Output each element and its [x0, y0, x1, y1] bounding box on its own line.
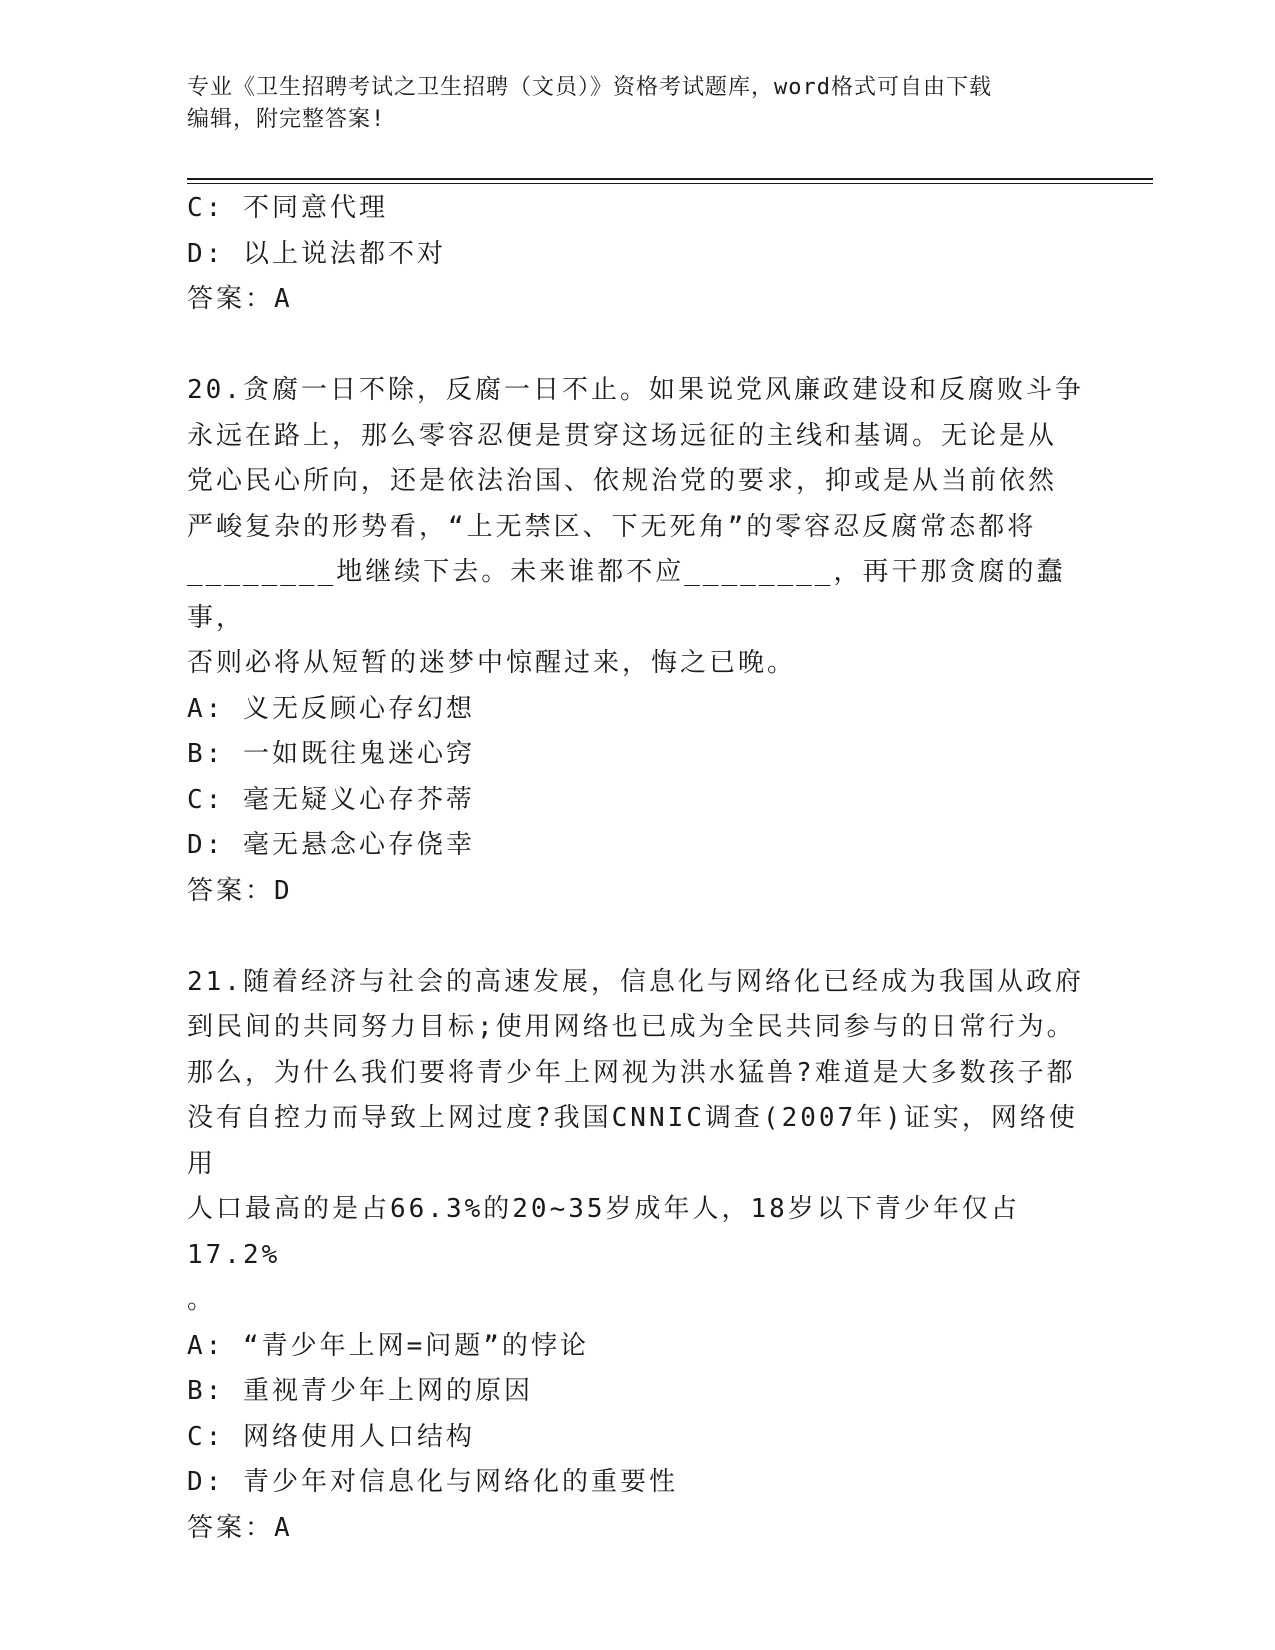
- question-text-line: 否则必将从短暂的迷梦中惊醒过来，悔之已晚。: [187, 648, 797, 678]
- option-d: D: 毫无悬念心存侥幸: [187, 830, 475, 860]
- question-text-line: 严峻复杂的形势看，“上无禁区、下无死角”的零容忍反腐常态都将: [187, 511, 1037, 542]
- question-separator: [187, 914, 1087, 960]
- option-c: C: 不同意代理: [187, 193, 388, 223]
- option-c: C: 网络使用人口结构: [187, 1421, 475, 1452]
- previous-question-tail: [187, 186, 1087, 323]
- option-b: B: 一如既往鬼迷心窍: [187, 739, 475, 769]
- question-text-line: ________地继续下去。未来谁都不应________，再干那贪腐的蠢事，: [187, 557, 1066, 633]
- option-a: A: 义无反顾心存幻想: [187, 693, 475, 724]
- question-text: [187, 960, 1087, 1324]
- question-21: [187, 960, 1087, 1552]
- answer-line: 答案：A: [187, 1512, 293, 1543]
- option-d: D: 青少年对信息化与网络化的重要性: [187, 1467, 678, 1497]
- option-d: D: 以上说法都不对: [187, 238, 446, 269]
- question-text-line: 党心民心所向，还是依法治国、依规治党的要求，抑或是从当前依然: [187, 466, 1058, 496]
- header-line-2: 编辑，附完整答案!: [187, 107, 386, 132]
- header-line-1: 专业《卫生招聘考试之卫生招聘（文员）》资格考试题库，word格式可自由下载: [187, 75, 992, 100]
- document-header: [187, 72, 1087, 136]
- option-c: C: 毫无疑义心存芥蒂: [187, 784, 475, 815]
- question-text-line: 永远在路上，那么零容忍便是贯穿这场远征的主线和基调。无论是从: [187, 420, 1058, 451]
- question-text-line: 没有自控力而导致上网过度?我国CNNIC调查(2007年)证实，网络使用: [187, 1103, 1078, 1179]
- question-text-line: 到民间的共同努力目标;使用网络也已成为全民共同参与的日常行为。: [187, 1012, 1076, 1042]
- option-a: A: “青少年上网=问题”的悖论: [187, 1330, 589, 1361]
- header-divider: [187, 178, 1153, 184]
- question-text-line: 那么，为什么我们要将青少年上网视为洪水猛兽?难道是大多数孩子都: [187, 1057, 1076, 1088]
- question-separator: [187, 323, 1087, 369]
- question-20: [187, 368, 1087, 914]
- option-b: B: 重视青少年上网的原因: [187, 1376, 533, 1406]
- question-text-line: 20.贪腐一日不除，反腐一日不止。如果说党风廉政建设和反腐败斗争: [187, 375, 1084, 405]
- question-text-line: 21.随着经济与社会的高速发展，信息化与网络化已经成为我国从政府: [187, 966, 1084, 997]
- question-list: [187, 186, 1087, 1551]
- question-text-line: 。: [187, 1285, 217, 1315]
- question-text-line: 人口最高的是占66.3%的20~35岁成年人，18岁以下青少年仅占17.2%: [187, 1194, 1020, 1270]
- question-text: [187, 368, 1087, 687]
- answer-line: 答案：D: [187, 875, 293, 906]
- answer-line: 答案：A: [187, 284, 293, 314]
